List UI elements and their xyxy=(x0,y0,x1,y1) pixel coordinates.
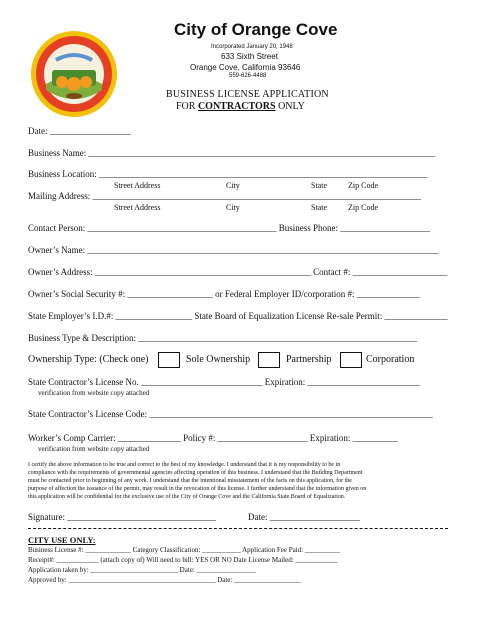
workers-comp-field[interactable]: Worker’s Comp Carrier: ______________ Policy #: ____________________ Expiration: __________ xyxy=(28,433,398,443)
location-state-caption: State xyxy=(311,181,327,190)
city-state-zip: Orange Cove, California 93646 xyxy=(190,63,301,72)
contractor-license-code-field[interactable]: State Contractor’s License Code: _______________________________________________________________ xyxy=(28,409,433,419)
location-city-caption: City xyxy=(226,181,240,190)
form-subtitle xyxy=(176,101,305,112)
mailing-zip-caption: Zip Code xyxy=(348,203,378,212)
certification-line-3: must be contacted prior to beginning of any work. I understand that the intentional misstatement of the facts on this application, for the xyxy=(28,478,352,484)
partnership-checkbox[interactable] xyxy=(258,352,280,368)
owners-ssn-field[interactable]: Owner’s Social Security #: ___________________ or Federal Employer ID/corporation #: ______________ xyxy=(28,289,420,299)
form-subtitle-for: FOR xyxy=(176,101,198,112)
certification-line-2: compliance with the requirements of governmental agencies affecting operation of this business. I understand that the Building Department xyxy=(28,470,363,476)
sole-ownership-checkbox[interactable] xyxy=(158,352,180,368)
corporation-checkbox[interactable] xyxy=(340,352,362,368)
state-employer-field[interactable]: State Employer’s I.D.#: _________________ State Board of Equalization License Re-sale Permit: ______________ xyxy=(28,311,448,321)
partnership-label: Partnership xyxy=(286,354,332,365)
owners-name-field[interactable]: Owner’s Name: ______________________________________________________________________________ xyxy=(28,245,439,255)
form-title: BUSINESS LICENSE APPLICATION xyxy=(166,89,329,100)
location-zip-caption: Zip Code xyxy=(348,181,378,190)
certification-line-4: purpose of affection the issuance of the permit, may result in the revocation of this license. I further understand that the information given on xyxy=(28,486,367,492)
business-location-field[interactable]: Business Location: _________________________________________________________________________ xyxy=(28,169,428,179)
city-use-divider xyxy=(28,528,448,529)
certification-line-1: I certify the above information to be true and correct to the best of my knowledge. I understand that it is my responsibility to be in xyxy=(28,462,341,468)
form-subtitle-only: ONLY xyxy=(275,101,305,112)
city-seal-logo xyxy=(30,30,118,118)
incorporated-date: Incorporated January 20, 1948 xyxy=(211,44,293,50)
business-name-field[interactable]: Business Name: _____________________________________________________________________________ xyxy=(28,148,435,158)
city-use-line-4: Approved by: __________________________________________ Date: ___________________ xyxy=(28,576,301,584)
verification-note-1: verification from website copy attached xyxy=(38,389,150,397)
owners-address-field[interactable]: Owner’s Address: ________________________________________________ Contact #: _____________________ xyxy=(28,267,448,277)
corporation-label: Corporation xyxy=(366,354,415,365)
certification-line-5: this application will be confidential for the exclusive use of the City of Orange Cove and the California State Board of Equalization. xyxy=(28,494,346,500)
city-title: City of Orange Cove xyxy=(174,20,338,39)
city-use-line-2: Receipt#: ____________ (attach copy of) Will need to bill: YES OR NO Date License Mailed: ____________ xyxy=(28,556,338,564)
mailing-street-caption: Street Address xyxy=(114,203,161,212)
date-field[interactable]: Date: __________________ xyxy=(28,126,131,136)
mailing-address-field[interactable]: Mailing Address: _________________________________________________________________________ xyxy=(28,191,421,201)
city-use-title: CITY USE ONLY: xyxy=(28,535,96,545)
mailing-state-caption: State xyxy=(311,203,327,212)
street-address: 633 Sixth Street xyxy=(221,52,278,61)
city-use-line-1: Business License #: _____________ Category Classification: ___________ Application Fee Paid: __________ xyxy=(28,546,340,554)
verification-note-2: verification from website copy attached xyxy=(38,445,150,453)
city-use-line-3: Application taken by: _________________________ Date: _________________ xyxy=(28,566,257,574)
signature-field[interactable]: Signature: _________________________________ xyxy=(28,512,216,522)
signature-date-field[interactable]: Date: ____________________ xyxy=(248,512,360,522)
location-street-caption: Street Address xyxy=(114,181,161,190)
contractors-emphasis: CONTRACTORS xyxy=(197,101,276,112)
contact-person-field[interactable]: Contact Person: __________________________________________ Business Phone: ____________________ xyxy=(28,223,431,233)
contractor-license-field[interactable]: State Contractor’s License No. ___________________________ Expiration: _________________________ xyxy=(28,377,421,387)
phone-number: 559-626-4488 xyxy=(229,73,267,79)
business-type-field[interactable]: Business Type & Description: ______________________________________________________________ xyxy=(28,333,418,343)
ownership-type-label: Ownership Type: (Check one) xyxy=(28,354,149,365)
mailing-city-caption: City xyxy=(226,203,240,212)
sole-ownership-label: Sole Ownership xyxy=(186,354,251,365)
